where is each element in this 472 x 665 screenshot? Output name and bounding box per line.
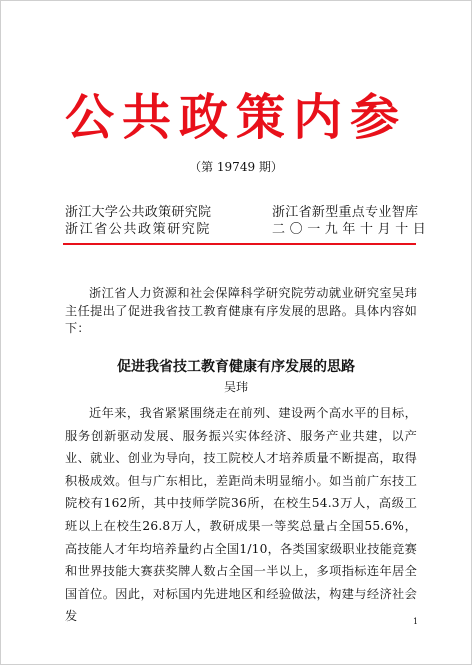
think-tank-label: 浙江省新型重点专业智库 [272,205,419,220]
article-title: 促进我省技工教育健康有序发展的思路 [117,359,355,375]
issue-number: （第 19749 期） [189,160,283,174]
body-paragraph: 近年来，我省紧紧围绕走在前列、建设两个高水平的目标，服务创新驱动发展、服务振兴实体经济、服务产业共建，以产业、就业、创业为导向，技工院校人才培养质量不断提高，取得积极成效。但与广东相比，差距尚未明显缩小。如当前广东技工院校有162所，其中技师学院36所，在校生54.3万人，高级工班以上在校生26.8万人，教研成果一等奖总量占全国55.6%，高技能人才年均培养量约占全国1/10，各类国家级职业技能竞赛和世界技能大赛获奖牌人数占全国一半以上，多项指标连年居全国首位。因此，对标国内先进地区和经验做法，构建与经济社会发 [65,406,417,624]
header-divider [63,243,416,245]
publish-date: 二〇一九年十月十日 [272,222,431,237]
masthead-title: 公共政策内参 [64,88,407,146]
publisher-line-1: 浙江大学公共政策研究院 [65,205,212,220]
page-number: 1 [413,617,419,626]
article-author: 吴玮 [223,380,248,394]
publisher-line-2: 浙江省公共政策研究院 [65,222,212,237]
intro-paragraph: 浙江省人力资源和社会保障科学研究院劳动就业研究室吴玮主任提出了促进我省技工教育健康有序发展的思路。具体内容如下： [65,286,417,335]
